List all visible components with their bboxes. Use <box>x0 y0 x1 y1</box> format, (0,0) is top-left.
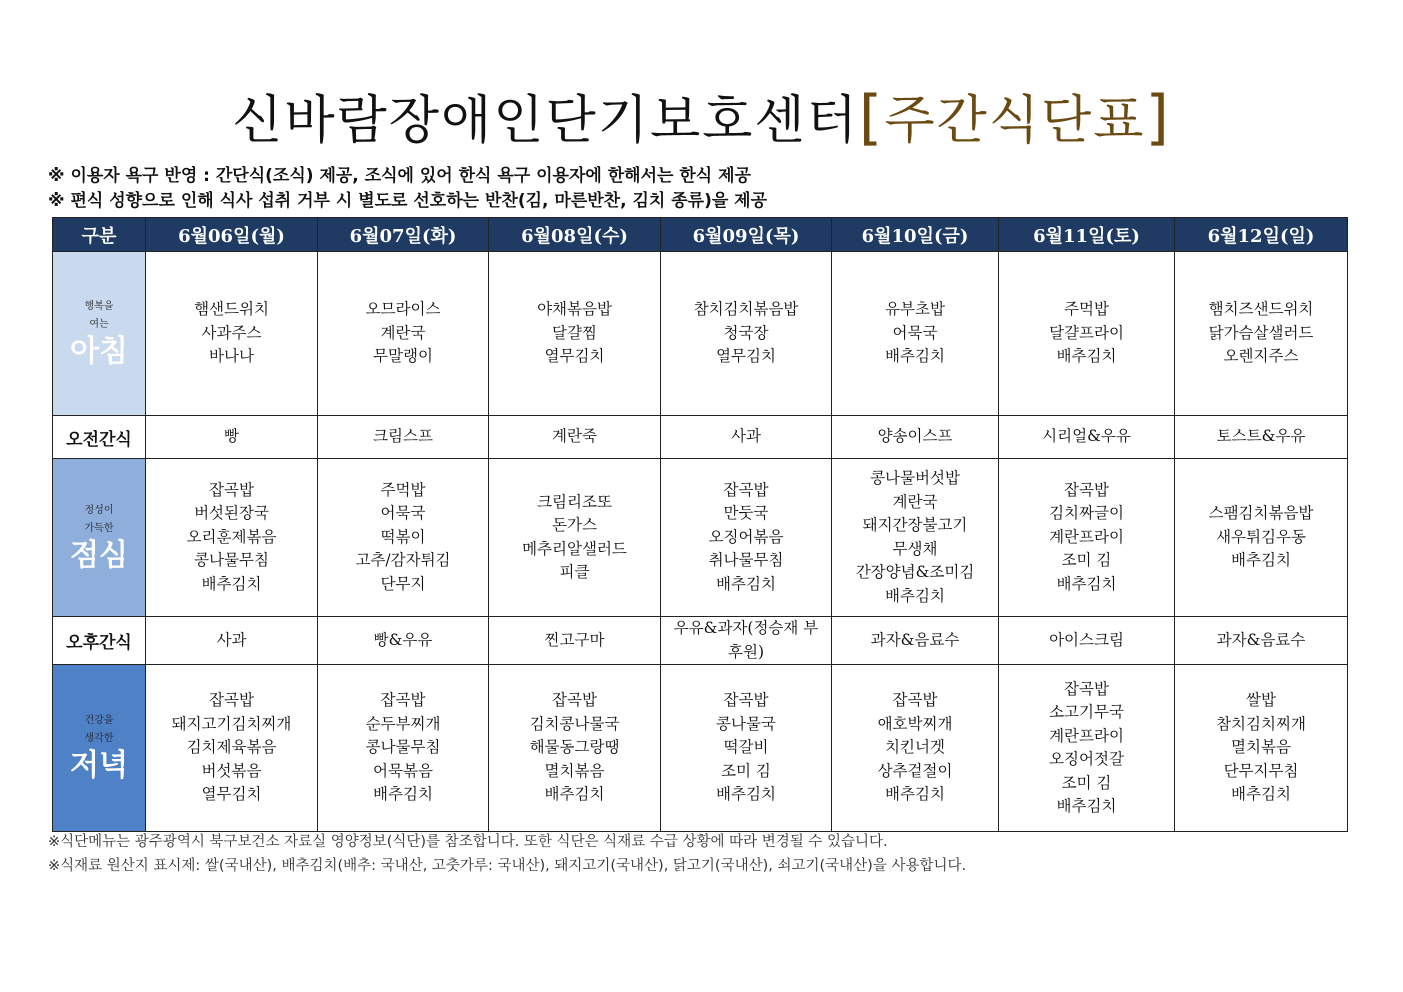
menu-item: 배추김치 <box>1056 574 1117 593</box>
morning-snack-cell: 빵 <box>146 416 318 459</box>
menu-item: 해물동그랑땡 <box>529 738 620 757</box>
menu-item: 잡곡밥 <box>723 691 769 710</box>
breakfast-title: 아침 <box>70 333 128 369</box>
menu-item: 만둣국 <box>723 504 769 523</box>
dinner-label <box>53 665 146 832</box>
menu-item: 취나물무침 <box>708 551 784 570</box>
menu-item: 버섯된장국 <box>194 504 269 523</box>
title-sub: 주간식단표 <box>884 91 1146 151</box>
menu-item: 잡곡밥 <box>723 480 769 499</box>
menu-item: 메추리알샐러드 <box>522 539 627 558</box>
morning-snack-cell: 시리얼&우유 <box>999 416 1175 459</box>
menu-item: 배추김치 <box>716 785 776 804</box>
page-title <box>0 78 1403 153</box>
menu-item: 달걀프라이 <box>1049 323 1124 342</box>
menu-item: 배추김치 <box>885 785 945 804</box>
menu-item: 달걀찜 <box>552 323 597 342</box>
menu-item: 배추김치 <box>716 574 776 593</box>
menu-item: 바나나 <box>209 347 254 366</box>
breakfast-cell <box>489 252 661 416</box>
dinner-cell <box>999 665 1175 832</box>
breakfast-cell <box>318 252 489 416</box>
dinner-sub-line: 건강을 <box>84 715 114 726</box>
menu-item: 잡곡밥 <box>892 691 938 710</box>
menu-item: 떡갈비 <box>723 738 769 757</box>
dinner-row <box>53 665 1348 832</box>
weekly-menu-table <box>52 217 1348 832</box>
lunch-cell <box>146 459 318 617</box>
dinner-cell <box>146 665 318 832</box>
footer-note-2: ※식재료 원산지 표시제: 쌀(국내산), 배추김치(배추: 국내산, 고춧가루: 국내산), 돼지고기(국내산), 닭고기(국내산), 쇠고기(국내산)을 사용합니다. <box>48 858 967 874</box>
morning-snack-cell: 사과 <box>661 416 832 459</box>
menu-item: 청국장 <box>723 323 769 342</box>
dinner-sub <box>53 712 145 748</box>
menu-item: 주먹밥 <box>380 480 426 499</box>
breakfast-sub-line: 여는 <box>89 318 109 330</box>
footer-note-1: ※식단메뉴는 광주광역시 북구보건소 자료실 영양정보(식단)를 참조합니다. 또한 식단은 식재료 수급 상황에 따라 변경될 수 있습니다. <box>48 834 888 850</box>
menu-item: 조미 김 <box>1061 773 1112 792</box>
menu-item: 잡곡밥 <box>209 480 254 499</box>
menu-item: 배추김치 <box>1056 797 1117 815</box>
afternoon-snack-cell: 빵&우유 <box>318 617 489 665</box>
menu-item: 배추김치 <box>1231 785 1291 804</box>
menu-item: 계란국 <box>892 492 938 511</box>
day-header: 6월11일(토) <box>999 218 1175 252</box>
menu-item: 조미 김 <box>1061 551 1112 570</box>
menu-item: 상추겉절이 <box>877 761 953 780</box>
morning-snack-cell: 계란죽 <box>489 416 661 459</box>
dinner-cell <box>489 665 661 832</box>
day-header: 6월06일(월) <box>146 218 318 252</box>
breakfast-cell <box>999 252 1175 416</box>
menu-item: 떡볶이 <box>380 527 426 546</box>
menu-item: 단무지무침 <box>1223 761 1299 780</box>
afternoon-snack-cell: 사과 <box>146 617 318 665</box>
menu-item: 멸치볶음 <box>1231 738 1291 757</box>
menu-item: 배추김치 <box>885 586 945 605</box>
day-header: 6월09일(목) <box>661 218 832 252</box>
menu-item: 햄치즈샌드위치 <box>1208 300 1314 319</box>
menu-item: 콩나물버섯밥 <box>870 469 960 487</box>
day-header: 6월10일(금) <box>832 218 999 252</box>
menu-item: 잡곡밥 <box>552 691 597 710</box>
day-header: 6월08일(수) <box>489 218 661 252</box>
menu-item: 참치김치찌개 <box>1216 714 1306 733</box>
title-main: 신바람장애인단기보호센터 <box>232 91 859 151</box>
menu-item: 계란프라이 <box>1049 527 1124 546</box>
menu-item: 새우튀김우동 <box>1216 527 1306 546</box>
menu-item: 어묵국 <box>892 323 938 342</box>
dinner-cell <box>318 665 489 832</box>
breakfast-cell <box>661 252 832 416</box>
menu-item: 참치김치볶음밥 <box>693 300 799 319</box>
dinner-cell <box>832 665 999 832</box>
lunch-label <box>53 459 146 617</box>
morning-snack-row <box>53 416 1348 459</box>
menu-item: 피클 <box>559 563 590 581</box>
lunch-sub-line: 가득한 <box>84 522 114 534</box>
morning-snack-cell: 토스트&우유 <box>1175 416 1348 459</box>
menu-item: 콩나물무침 <box>194 551 269 570</box>
menu-item: 콩나물무침 <box>365 738 441 757</box>
dinner-sub-line: 생각한 <box>84 733 114 744</box>
menu-item: 멸치볶음 <box>544 761 605 780</box>
menu-item: 간장양념&조미김 <box>855 563 975 581</box>
menu-item: 열무김치 <box>716 347 776 366</box>
lunch-cell <box>489 459 661 617</box>
menu-item: 오징어볶음 <box>708 527 784 546</box>
afternoon-snack-cell: 아이스크림 <box>999 617 1175 665</box>
day-header: 6월07일(화) <box>318 218 489 252</box>
menu-item: 스팸김치볶음밥 <box>1208 504 1314 523</box>
menu-item: 순두부찌개 <box>365 714 441 733</box>
title-bracket-open: [ <box>858 83 885 153</box>
menu-item: 돈가스 <box>552 516 597 534</box>
dinner-cell <box>661 665 832 832</box>
menu-item: 잡곡밥 <box>1064 679 1109 698</box>
dinner-title: 저녁 <box>70 748 128 783</box>
menu-item: 김치콩나물국 <box>529 714 620 733</box>
lunch-row <box>53 459 1348 617</box>
menu-item: 치킨너겟 <box>885 738 945 757</box>
menu-item: 애호박찌개 <box>877 714 953 733</box>
lunch-sub-line: 정성이 <box>84 504 114 516</box>
lunch-cell <box>832 459 999 617</box>
menu-item: 사과주스 <box>201 323 262 342</box>
menu-item: 김치제육볶음 <box>186 738 277 757</box>
menu-item: 닭가슴살샐러드 <box>1208 323 1314 342</box>
menu-item: 소고기무국 <box>1049 703 1124 721</box>
lunch-cell <box>661 459 832 617</box>
menu-item: 버섯볶음 <box>201 761 262 780</box>
menu-item: 잡곡밥 <box>380 691 426 710</box>
menu-item: 오징어젓갈 <box>1049 750 1124 768</box>
menu-item: 열무김치 <box>201 785 262 804</box>
menu-item: 햄샌드위치 <box>194 300 269 319</box>
menu-item: 오리훈제볶음 <box>186 527 277 546</box>
menu-item: 오므라이스 <box>365 300 441 319</box>
breakfast-cell <box>146 252 318 416</box>
menu-item: 김치짜글이 <box>1049 504 1124 523</box>
menu-item: 계란프라이 <box>1049 726 1124 745</box>
menu-item: 무말랭이 <box>373 347 433 366</box>
dinner-cell <box>1175 665 1348 832</box>
menu-item: 주먹밥 <box>1064 300 1109 319</box>
menu-item: 오렌지주스 <box>1223 347 1299 366</box>
afternoon-snack-cell: 찐고구마 <box>489 617 661 665</box>
afternoon-snack-cell: 과자&음료수 <box>1175 617 1348 665</box>
menu-item: 유부초밥 <box>885 300 945 319</box>
header-row <box>53 218 1348 252</box>
menu-item: 조미 김 <box>721 761 771 780</box>
afternoon-snack-cell: 우유&과자(정승재 부 후원) <box>661 617 832 665</box>
day-header: 6월12일(일) <box>1175 218 1348 252</box>
breakfast-cell <box>1175 252 1348 416</box>
breakfast-row <box>53 252 1348 416</box>
menu-item: 어묵국 <box>380 504 426 523</box>
breakfast-sub-line: 행복을 <box>84 300 114 312</box>
menu-item: 야채볶음밥 <box>537 300 612 319</box>
morning-snack-cell: 크림스프 <box>318 416 489 459</box>
title-bracket-close: ] <box>1145 83 1171 153</box>
menu-item: 배추김치 <box>1056 347 1117 366</box>
menu-item: 콩나물국 <box>716 714 776 733</box>
menu-item: 배추김치 <box>373 785 433 804</box>
breakfast-label <box>53 252 146 416</box>
menu-item: 어묵볶음 <box>373 761 433 780</box>
menu-item: 고추/감자튀김 <box>355 551 451 570</box>
afternoon-snack-label: 오후간식 <box>53 617 146 665</box>
morning-snack-cell: 양송이스프 <box>832 416 999 459</box>
note-line-1: ※ 이용자 욕구 반영 : 간단식(조식) 제공, 조식에 있어 한식 욕구 이용자에 한해서는 한식 제공 <box>48 166 751 186</box>
menu-item: 돼지간장불고기 <box>862 516 968 534</box>
menu-item: 배추김치 <box>201 574 262 593</box>
lunch-cell <box>999 459 1175 617</box>
menu-item: 잡곡밥 <box>209 691 254 710</box>
lunch-sub <box>53 502 145 538</box>
menu-item: 배추김치 <box>544 785 605 804</box>
lunch-cell <box>318 459 489 617</box>
lunch-cell <box>1175 459 1348 617</box>
afternoon-snack-cell: 과자&음료수 <box>832 617 999 665</box>
afternoon-snack-row <box>53 617 1348 665</box>
menu-item: 쌀밥 <box>1246 691 1276 710</box>
menu-item: 배추김치 <box>885 347 945 366</box>
lunch-title: 점심 <box>70 537 128 573</box>
menu-item: 열무김치 <box>544 347 605 366</box>
menu-item: 돼지고기김치찌개 <box>171 714 292 733</box>
morning-snack-label: 오전간식 <box>53 416 146 459</box>
menu-item: 단무지 <box>380 574 426 593</box>
breakfast-cell <box>832 252 999 416</box>
menu-item: 무생채 <box>892 539 938 558</box>
header-label: 구분 <box>53 218 146 252</box>
breakfast-sub <box>53 298 145 334</box>
menu-item: 크림리조또 <box>537 492 612 511</box>
menu-item: 계란국 <box>380 323 426 342</box>
note-line-2: ※ 편식 성향으로 인해 식사 섭취 거부 시 별도로 선호하는 반찬(김, 마른반찬, 김치 종류)을 제공 <box>48 191 768 211</box>
menu-item: 잡곡밥 <box>1064 480 1109 499</box>
menu-item: 배추김치 <box>1231 551 1291 570</box>
